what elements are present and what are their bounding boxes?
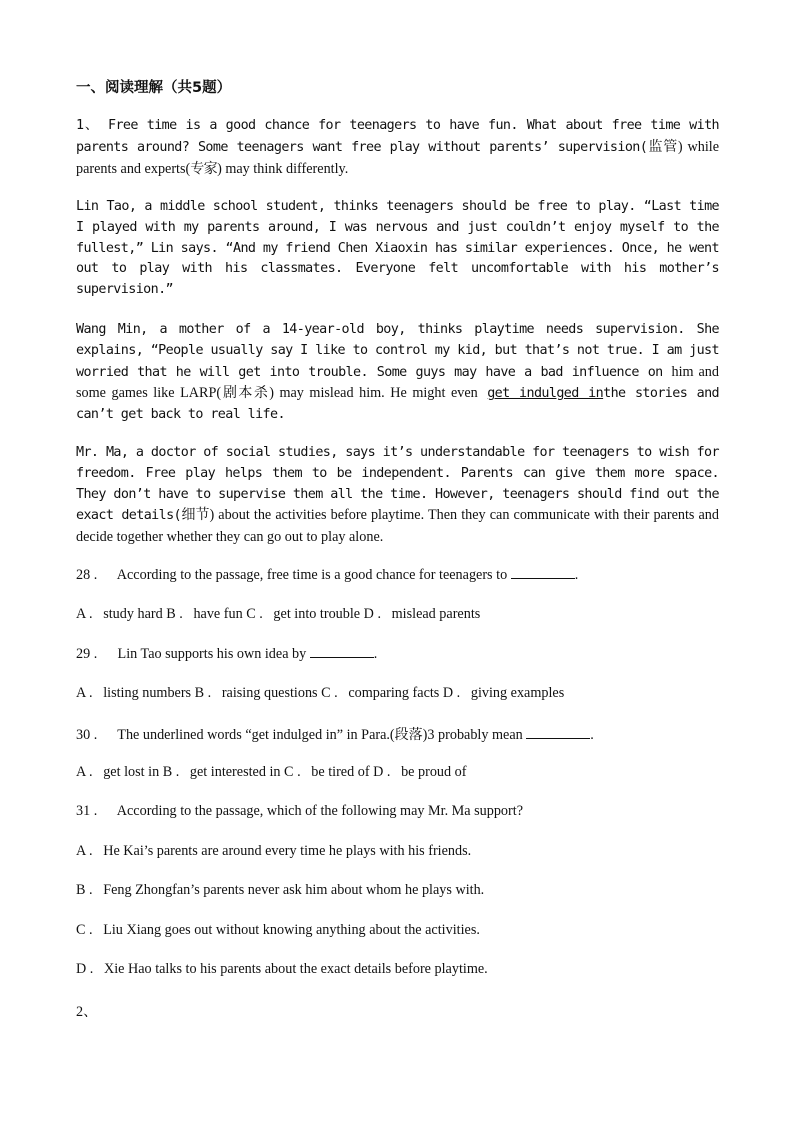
p1-cjk-supervision: 监管 [647,138,678,155]
cjk-paragraph: 段落 [394,727,423,743]
question-29 [76,645,377,663]
question-number: 29 . [76,646,98,662]
question-31 [76,803,523,820]
question-number: 30 . [76,727,98,743]
question-29-options: A . listing numbers B . raising questions C . comparing facts D . giving examples [76,685,565,701]
passage-paragraph-3 [76,320,719,426]
answer-blank [526,726,590,739]
question-31-option-d: D . Xie Hao talks to his parents about the exact details before playtime. [76,961,488,977]
question-stem-b: )3 probably mean [422,727,523,743]
p1-text-b: ) while parents and experts( [76,138,720,177]
passage-paragraph-1 [76,116,719,180]
question-28-options: A . study hard B . have fun C . get into trouble D . mislead parents [76,606,481,622]
question-stem: According to the passage, free time is a good chance for teenagers to [116,567,508,583]
question-30 [76,724,594,744]
answer-blank [310,645,374,658]
passage-paragraph-2: Lin Tao, a middle school student, thinks teenagers should be free to play. “Last time I played with my parents around, I was nervous and just couldn’t enjoy myself to the fullest,” Lin says. “And my friend Chen Xiaoxin has similar experiences. Once, he went out to play with his classmates. Everyone felt uncomfortable with his mother’s supervision.” [76,199,719,298]
question-stem-a: The underlined words “get indulged in” in Para.( [117,727,395,743]
p3-text-d: the stories and can’t get back to real life. [76,386,720,423]
p3-cjk-larp: 剧本杀 [221,385,270,402]
section-heading: 一、阅读理解（共5题） [76,80,232,96]
question-31-option-c: C . Liu Xiang goes out without knowing anything about the activities. [76,922,480,938]
question-number: 31 . [76,803,98,819]
stem-end: . [373,646,378,662]
p3-text-a: Wang Min, a mother of a 14-year-old boy, thinks playtime needs supervision. She explains, “People usually say I like to control my kid, but that’s not true. I am just worried that he will get into trouble. Some guys may have a bad influence on [76,322,719,380]
p3-text-b: him and some games like LARP( [76,363,719,402]
p3-text-c: ) may mislead him. He might even [269,385,478,402]
p1-cjk-experts: 专家 [190,160,218,177]
question-number: 28 . [76,567,98,583]
p4-text-a: Mr. Ma, a doctor of social studies, says it’s understandable for teenagers to wish for freedom. Free play helps them to be independent. Parents can give them more space. They don’t have to supervise them all the time. However, teenagers should find out the exact details( [76,445,719,524]
question-31-option-a: A . He Kai’s parents are around every time he plays with his friends. [76,843,472,859]
stem-end: . [590,727,594,743]
stem-end: . [574,567,579,583]
question-stem: Lin Tao supports his own idea by [117,646,307,662]
question-31-option-b: B . Feng Zhongfan’s parents never ask him about whom he plays with. [76,882,485,898]
answer-blank [511,566,575,579]
p4-cjk-details: 细节 [181,507,210,524]
passage-paragraph-4 [76,443,719,549]
question-28 [76,566,578,584]
underlined-phrase: get indulged in [487,386,604,402]
p1-text-c: ) may think differently. [217,160,349,177]
p4-text-b: ) about the activities before playtime. Then they can communicate with their parents and decide together whether they can go out to play alone. [76,507,719,546]
next-item-number: 2、 [76,1004,98,1020]
question-30-options: A . get lost in B . get interested in C . be tired of D . be proud of [76,764,467,780]
p1-text-a: 1、 Free time is a good chance for teenagers to have fun. What about free time with parents around? Some teenagers want free play without parents’ supervision( [76,118,719,155]
question-stem: According to the passage, which of the following may Mr. Ma support? [116,803,523,819]
